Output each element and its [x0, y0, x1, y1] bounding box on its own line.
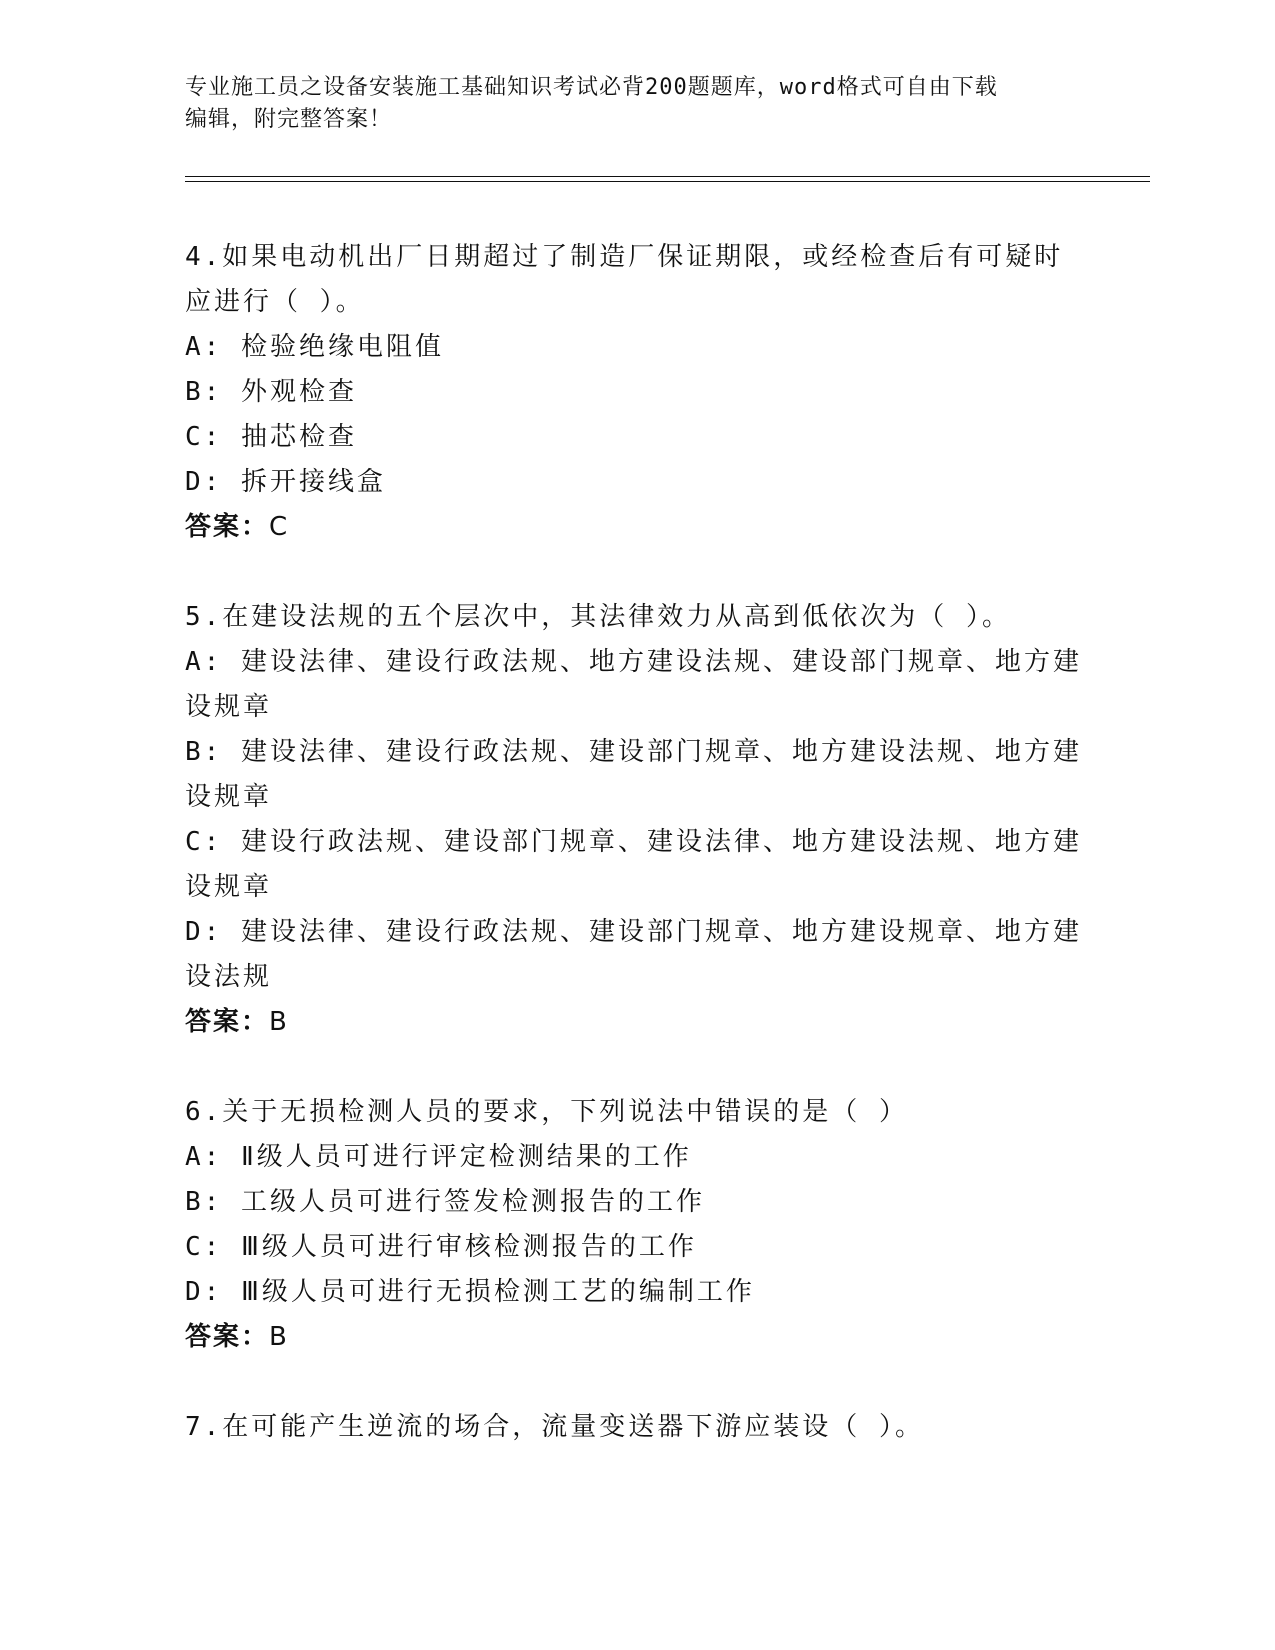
option-d: D: Ⅲ级人员可进行无损检测工艺的编制工作 — [185, 1277, 755, 1307]
option-a: A: Ⅱ级人员可进行评定检测结果的工作 — [185, 1142, 692, 1172]
question-6 — [185, 1090, 1085, 1360]
question-stem: 5.在建设法规的五个层次中，其法律效力从高到低依次为（ ）。 — [185, 602, 1011, 632]
answer — [185, 1315, 1085, 1360]
option-c: C: 抽芯检查 — [185, 422, 357, 452]
question-stem: 6.关于无损检测人员的要求，下列说法中错误的是（ ） — [185, 1097, 908, 1127]
answer-label: 答案： — [185, 512, 270, 542]
option-d-continued: 设法规 — [185, 962, 273, 992]
question-7 — [185, 1405, 1085, 1450]
question-stem: 4.如果电动机出厂日期超过了制造厂保证期限，或经检查后有可疑时 — [185, 242, 1064, 272]
option-b: B: 外观检查 — [185, 377, 357, 407]
option-a: A: 检验绝缘电阻值 — [185, 332, 444, 362]
question-stem: 7.在可能产生逆流的场合，流量变送器下游应装设（ ）。 — [185, 1412, 924, 1442]
document-header — [185, 72, 1065, 136]
header-title-line-2: 编辑，附完整答案！ — [185, 107, 393, 132]
option-c: C: 建设行政法规、建设部门规章、建设法律、地方建设法规、地方建 — [185, 827, 1082, 857]
question-list — [185, 235, 1085, 1495]
answer — [185, 505, 1085, 550]
question-5 — [185, 595, 1085, 1045]
option-d: D: 拆开接线盒 — [185, 467, 386, 497]
option-b: B: 工级人员可进行签发检测报告的工作 — [185, 1187, 705, 1217]
option-c: C: Ⅲ级人员可进行审核检测报告的工作 — [185, 1232, 697, 1262]
header-divider-bottom — [185, 181, 1150, 182]
option-d: D: 建设法律、建设行政法规、建设部门规章、地方建设规章、地方建 — [185, 917, 1082, 947]
answer — [185, 1000, 1085, 1045]
question-4 — [185, 235, 1085, 550]
answer-value: B — [269, 1322, 289, 1352]
answer-label: 答案： — [185, 1322, 270, 1352]
option-a-continued: 设规章 — [185, 692, 273, 722]
answer-label: 答案： — [185, 1007, 270, 1037]
answer-value: C — [269, 512, 290, 542]
option-a: A: 建设法律、建设行政法规、地方建设法规、建设部门规章、地方建 — [185, 647, 1082, 677]
option-c-continued: 设规章 — [185, 872, 273, 902]
option-b-continued: 设规章 — [185, 782, 273, 812]
answer-value: B — [269, 1007, 289, 1037]
option-b: B: 建设法律、建设行政法规、建设部门规章、地方建设法规、地方建 — [185, 737, 1082, 767]
question-stem-continued: 应进行（ ）。 — [185, 287, 365, 317]
header-title-line-1: 专业施工员之设备安装施工基础知识考试必背200题题库，word格式可自由下载 — [185, 75, 998, 100]
header-divider-top — [185, 176, 1150, 177]
